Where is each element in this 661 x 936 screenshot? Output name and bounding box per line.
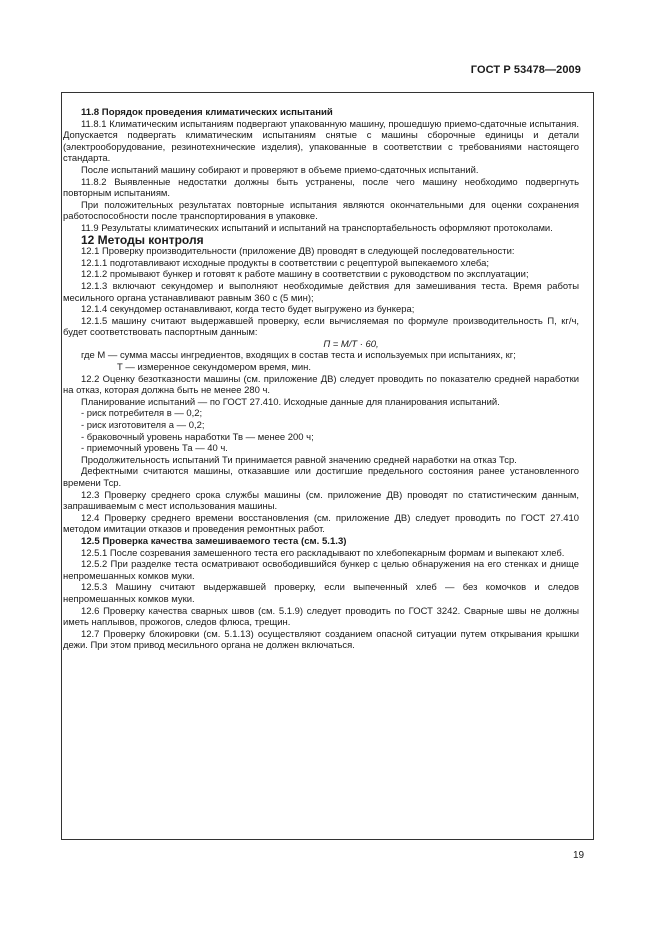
paragraph: 11.8.2 Выявленные недостатки должны быть устранены, после чего машину необходимо подвергнуть повторным испытаниям.: [63, 176, 579, 200]
paragraph: Продолжительность испытаний Ти принимается равной значению средней наработки на отказ Тср.: [81, 454, 517, 466]
document-body: [63, 107, 579, 652]
formula: П = М/Т · 60,: [323, 338, 379, 350]
section-heading-12: 12 Методы контроля: [81, 232, 204, 247]
paragraph: 12.1.3 включают секундомер и выполняют необходимые действия для замешивания теста. Время работы месильного органа устанавливают равным 360 с (5 мин);: [63, 280, 579, 304]
formula-legend: Т — измеренное секундомером время, мин.: [117, 362, 312, 374]
paragraph: 12.5.1 После созревания замешенного теста его раскладывают по хлебопекарным формам и выпекают хлеб.: [81, 547, 565, 559]
paragraph: После испытаний машину собирают и проверяют в объеме приемо-сдаточных испытаний.: [81, 164, 479, 176]
heading-11-8: 11.8 Порядок проведения климатических испытаний: [81, 107, 333, 118]
paragraph: При положительных результатах повторные испытания являются окончательными для оценки сохранения работоспособности после транспортирования в упаковке.: [63, 199, 579, 223]
list-item: - браковочный уровень наработки Тв — менее 200 ч;: [81, 431, 314, 443]
paragraph: 12.5.3 Машину считают выдержавшей проверку, если выпеченный хлеб — без комочков и следов непромешанных комков муки.: [63, 582, 579, 605]
paragraph: 12.1 Проверку производительности (приложение ДВ) проводят в следующей последовательности:: [81, 246, 515, 258]
list-item: - приемочный уровень Та — 40 ч.: [81, 443, 228, 455]
page-header: ГОСТ Р 53478—2009: [470, 64, 581, 76]
paragraph: 12.3 Проверку среднего срока службы машины (см. приложение ДВ) проводят по статистическим данным, запрашиваемым с мест использования машины.: [63, 489, 579, 513]
paragraph: 11.8.1 Климатическим испытаниям подвергают упакованную машину, прошедшую приемо-сдаточные испытания. Допускается подвергать климатическим испытаниям снятые с машины сборочные единицы и детали (электрооборудование, резинотехнические изделия), упакованные в соответствии с требованиями настоящего стандарта.: [63, 118, 579, 165]
list-item: - риск изготовителя а — 0,2;: [81, 420, 205, 432]
paragraph: 12.1.2 промывают бункер и готовят к работе машину в соответствии с руководством по эксплуатации;: [81, 269, 529, 281]
paragraph: 12.1.1 подготавливают исходные продукты в соответствии с рецептурой выпекаемого хлеба;: [81, 257, 489, 269]
paragraph: 12.5.2 При разделке теста осматривают освободившийся бункер с целью обнаружения на его стенках и днище непромешанных комков муки.: [63, 559, 579, 582]
paragraph: 12.2 Оценку безотказности машины (см. приложение ДВ) следует проводить по показателю средней наработки на отказ, которая должна быть не менее 280 ч.: [63, 373, 579, 397]
paragraph: Дефектными считаются машины, отказавшие или достигшие предельного состояния ранее установленного времени Тср.: [63, 466, 579, 489]
paragraph: 12.6 Проверку качества сварных швов (см. 5.1.9) следует проводить по ГОСТ 3242. Сварные швы не должны иметь наплывов, прожогов, следов флюса, трещин.: [63, 605, 579, 629]
paragraph: 12.7 Проверку блокировки (см. 5.1.13) осуществляют созданием опасной ситуации путем открывания крышки дежи. При этом привод месильного органа не должен включаться.: [63, 628, 579, 652]
heading-12-5: 12.5 Проверка качества замешиваемого теста (см. 5.1.3): [81, 535, 347, 547]
paragraph: 12.1.4 секундомер останавливают, когда тесто будет выгружено из бункера;: [81, 304, 415, 316]
paragraph: 12.1.5 машину считают выдержавшей проверку, если вычисляемая по формуле производительность П, кг/ч, будет соответствовать паспортным данным:: [63, 315, 579, 339]
paragraph: 12.4 Проверку среднего времени восстановления (см. приложение ДВ) следует проводить по ГОСТ 27.410 методом имитации отказов и проведения ремонтных работ.: [63, 512, 579, 536]
paragraph: 11.9 Результаты климатических испытаний и испытаний на транспортабельность оформляют протоколами.: [81, 222, 553, 234]
paragraph: Планирование испытаний — по ГОСТ 27.410. Исходные данные для планирования испытаний.: [81, 396, 500, 408]
formula-legend: где М — сумма массы ингредиентов, входящих в состав теста и используемых при испытаниях, кг;: [81, 350, 516, 362]
list-item: - риск потребителя в — 0,2;: [81, 408, 203, 420]
page-number: 19: [573, 850, 585, 861]
